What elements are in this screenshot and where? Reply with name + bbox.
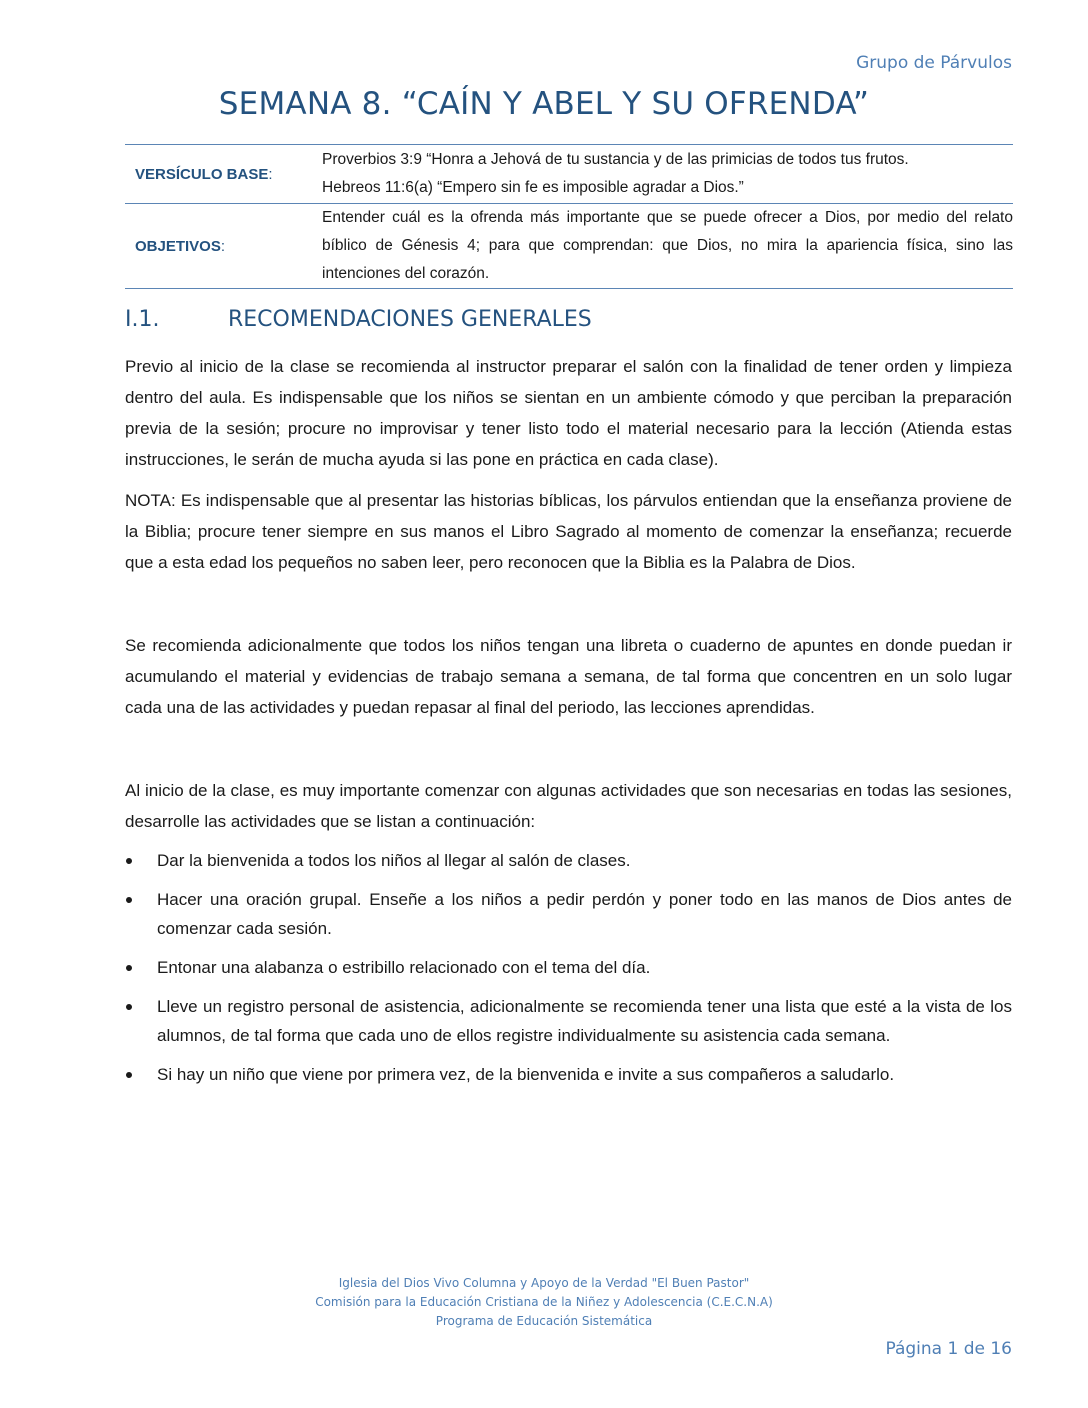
list-item	[125, 992, 1012, 1050]
list-item-text: Si hay un niño que viene por primera vez, de la bienvenida e invite a sus compañeros a saludarlo.	[157, 1065, 895, 1084]
verse-label: VERSÍCULO BASE	[135, 165, 269, 183]
verse-line-2: Hebreos 11:6(a) “Empero sin fe es imposible agradar a Dios.”	[322, 179, 744, 196]
bullet-icon	[126, 1004, 132, 1010]
page-title: SEMANA 8. “CAÍN Y ABEL Y SU OFRENDA”	[218, 86, 870, 122]
list-item-text: Entonar una alabanza o estribillo relacionado con el tema del día.	[157, 958, 651, 977]
footer-commission: Comisión para la Educación Cristiana de la Niñez y Adolescencia (C.E.C.N.A)	[315, 1295, 773, 1309]
verse-label-colon: :	[268, 165, 273, 183]
footer-church-name: Iglesia del Dios Vivo Columna y Apoyo de la Verdad "El Buen Pastor"	[338, 1276, 750, 1290]
list-item-text: Lleve un registro personal de asistencia, adicionalmente se recomienda tener una lista que esté a la vista de los alumnos, de tal forma que cada uno de ellos registre individualmente su asistencia cada semana.	[157, 997, 1012, 1045]
list-item-text: Hacer una oración grupal. Enseñe a los niños a pedir perdón y poner todo en las manos de Dios antes de comenzar cada sesión.	[157, 890, 1012, 938]
verse-label-cell	[125, 145, 322, 204]
section-heading	[125, 307, 592, 332]
bullet-icon	[126, 858, 132, 864]
objectives-label: OBJETIVOS	[135, 237, 221, 255]
footer-program: Programa de Educación Sistemática	[435, 1314, 653, 1328]
paragraph-notebook: Se recomienda adicionalmente que todos los niños tengan una libreta o cuaderno de apuntes en donde puedan ir acumulando el material y evidencias de trabajo semana a semana, de tal forma que concentren en un solo lugar cada una de las actividades y puedan repasar al final del periodo, las lecciones aprendidas.	[125, 636, 1012, 717]
paragraph-intro: Previo al inicio de la clase se recomienda al instructor preparar el salón con la finalidad de tener orden y limpieza dentro del aula. Es indispensable que los niños se sientan en un ambiente cómodo y que perciban la preparación previa de la sesión; procure no improvisar y tener listo todo el material necesario para la lección (Atienda estas instrucciones, le serán de mucha ayuda si las pone en práctica en cada clase).	[125, 357, 1012, 469]
verse-line-1: Proverbios 3:9 “Honra a Jehová de tu sustancia y de las primicias de todos tus frutos.	[322, 151, 909, 168]
list-item	[125, 953, 1012, 982]
paragraph-activities-intro: Al inicio de la clase, es muy importante comenzar con algunas actividades que son necesarias en todas las sesiones, desarrolle las actividades que se listan a continuación:	[125, 781, 1012, 831]
paragraph-note: NOTA: Es indispensable que al presentar las historias bíblicas, los párvulos entiendan que la enseñanza proviene de la Biblia; procure tener siempre en sus manos el Libro Sagrado al momento de comenzar la enseñanza; recuerde que a esta edad los pequeños no saben leer, pero reconocen que la Biblia es la Palabra de Dios.	[125, 491, 1012, 572]
list-item-text: Dar la bienvenida a todos los niños al llegar al salón de clases.	[157, 851, 631, 870]
objectives-value: Entender cuál es la ofrenda más importante que se puede ofrecer a Dios, por medio del relato bíblico de Génesis 4; para que comprendan: que Dios, no mira la apariencia física, sino las intenciones del corazón.	[322, 204, 1013, 289]
lesson-info-table	[125, 144, 1013, 289]
bullet-icon	[126, 897, 132, 903]
list-item	[125, 885, 1012, 943]
objectives-label-colon: :	[220, 237, 226, 255]
objectives-label-cell	[125, 204, 322, 289]
list-item	[125, 1060, 1012, 1089]
header-group-name: Grupo de Párvulos	[856, 53, 1012, 73]
verse-value-cell	[322, 145, 1013, 204]
verse-row	[125, 145, 1013, 204]
list-item	[125, 846, 1012, 875]
section-title: RECOMENDACIONES GENERALES	[228, 307, 592, 332]
bullet-icon	[126, 965, 132, 971]
objectives-row	[125, 204, 1013, 289]
page-number: Página 1 de 16	[885, 1339, 1012, 1359]
bullet-icon	[126, 1072, 132, 1078]
page-footer	[0, 1274, 1088, 1331]
section-number: I.1.	[125, 307, 160, 332]
activities-list	[125, 846, 1012, 1099]
